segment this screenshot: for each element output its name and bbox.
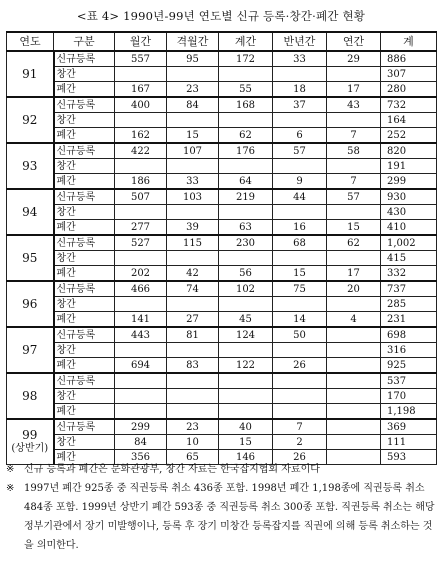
value-cell [273,389,327,404]
value-cell: 202 [115,266,167,282]
table-row [7,312,437,328]
total-cell: 231 [381,312,437,328]
total-cell: 1,002 [381,235,437,251]
year-label: 93 [22,159,38,173]
value-cell: 15 [327,220,381,236]
value-cell: 103 [167,189,219,205]
value-cell: 15 [167,128,219,144]
value-cell: 37 [273,97,327,113]
value-cell: 44 [273,189,327,205]
value-cell [219,205,273,220]
total-cell: 537 [381,373,437,389]
value-cell: 162 [115,128,167,144]
footnote-text: 신규 등록과 폐간은 문화관광부, 창간 자료는 한국잡지협회 자료이다 [24,464,320,475]
value-cell: 356 [115,450,167,465]
table-row [7,51,437,67]
value-cell [327,435,381,450]
value-cell: 4 [327,312,381,328]
header-semiannual: 반년간 [273,32,327,51]
value-cell [167,113,219,128]
value-cell: 16 [273,220,327,236]
value-cell [273,251,327,266]
total-cell: 430 [381,205,437,220]
value-cell: 466 [115,281,167,297]
value-cell [273,159,327,174]
year-cell [7,189,54,235]
footnote-mark: ※ [6,483,15,494]
year-sublabel: (상반기) [11,443,49,454]
header-bimonthly: 격월간 [167,32,219,51]
value-cell [115,343,167,358]
value-cell [115,67,167,82]
category-cell: 폐간 [54,82,115,98]
value-cell: 84 [167,97,219,113]
table-row [7,358,437,374]
value-cell: 15 [273,266,327,282]
value-cell [167,67,219,82]
category-cell: 신규등록 [54,51,115,67]
total-cell: 369 [381,419,437,435]
value-cell: 102 [219,281,273,297]
value-cell: 95 [167,51,219,67]
value-cell [219,251,273,266]
total-cell: 316 [381,343,437,358]
value-cell: 43 [327,97,381,113]
category-cell: 폐간 [54,404,115,420]
value-cell: 33 [273,51,327,67]
total-cell: 299 [381,174,437,190]
value-cell: 23 [167,419,219,435]
table-row [7,143,437,159]
category-cell: 폐간 [54,174,115,190]
header-annual: 연간 [327,32,381,51]
table-row [7,205,437,220]
value-cell [219,343,273,358]
category-cell: 창간 [54,435,115,450]
header-total: 계 [381,32,437,51]
value-cell [327,251,381,266]
value-cell [219,67,273,82]
year-label: 98 [22,389,38,403]
value-cell: 400 [115,97,167,113]
value-cell [327,358,381,374]
value-cell [327,205,381,220]
category-cell: 신규등록 [54,419,115,435]
value-cell [219,404,273,420]
value-cell: 9 [273,174,327,190]
value-cell: 56 [219,266,273,282]
total-cell: 925 [381,358,437,374]
year-label: 96 [22,297,38,311]
table-title: <표 4> 1990년-99년 연도별 신규 등록·창간·폐간 현황 [76,9,366,23]
value-cell: 57 [273,143,327,159]
total-cell: 820 [381,143,437,159]
table-row [7,435,437,450]
value-cell: 168 [219,97,273,113]
value-cell [219,389,273,404]
category-cell: 신규등록 [54,235,115,251]
value-cell: 230 [219,235,273,251]
value-cell: 39 [167,220,219,236]
total-cell: 886 [381,51,437,67]
value-cell: 10 [167,435,219,450]
value-cell: 124 [219,327,273,343]
value-cell [327,67,381,82]
table-row [7,343,437,358]
value-cell: 6 [273,128,327,144]
value-cell: 74 [167,281,219,297]
header-quarterly: 계간 [219,32,273,51]
category-cell: 신규등록 [54,281,115,297]
header-row [7,32,437,51]
value-cell: 176 [219,143,273,159]
value-cell: 50 [273,327,327,343]
total-cell: 732 [381,97,437,113]
value-cell: 146 [219,450,273,465]
value-cell: 62 [219,128,273,144]
total-cell: 1,198 [381,404,437,420]
category-cell: 창간 [54,67,115,82]
value-cell [115,297,167,312]
value-cell [115,251,167,266]
value-cell: 172 [219,51,273,67]
value-cell: 7 [327,174,381,190]
table-row [7,373,437,389]
year-cell [7,51,54,97]
value-cell: 81 [167,327,219,343]
value-cell [167,389,219,404]
value-cell [167,251,219,266]
category-cell: 폐간 [54,312,115,328]
year-label: 92 [22,113,38,127]
table-row [7,281,437,297]
value-cell [327,389,381,404]
value-cell [327,327,381,343]
total-cell: 410 [381,220,437,236]
value-cell: 55 [219,82,273,98]
table-row [7,419,437,435]
value-cell [273,205,327,220]
table-row [7,297,437,312]
table-row [7,389,437,404]
value-cell: 84 [115,435,167,450]
table-row [7,159,437,174]
footnote [6,479,436,555]
value-cell: 20 [327,281,381,297]
total-cell: 307 [381,67,437,82]
value-cell: 14 [273,312,327,328]
value-cell [327,297,381,312]
category-cell: 창간 [54,251,115,266]
value-cell: 64 [219,174,273,190]
table-row [7,97,437,113]
category-cell: 신규등록 [54,97,115,113]
value-cell [327,159,381,174]
year-cell [7,143,54,189]
category-cell: 창간 [54,159,115,174]
value-cell: 219 [219,189,273,205]
value-cell: 141 [115,312,167,328]
value-cell: 17 [327,82,381,98]
header-year: 연도 [7,32,54,51]
value-cell: 29 [327,51,381,67]
total-cell: 332 [381,266,437,282]
statistics-table [6,31,437,465]
value-cell [327,343,381,358]
value-cell [115,159,167,174]
value-cell: 122 [219,358,273,374]
category-cell: 폐간 [54,266,115,282]
value-cell: 443 [115,327,167,343]
value-cell [327,373,381,389]
value-cell [167,373,219,389]
value-cell [167,404,219,420]
header-monthly: 월간 [115,32,167,51]
value-cell: 507 [115,189,167,205]
total-cell: 593 [381,450,437,465]
footnote-mark: ※ [6,464,15,475]
table-row [7,327,437,343]
value-cell [219,373,273,389]
value-cell: 107 [167,143,219,159]
category-cell: 신규등록 [54,327,115,343]
value-cell [115,404,167,420]
category-cell: 창간 [54,205,115,220]
value-cell: 63 [219,220,273,236]
value-cell: 27 [167,312,219,328]
category-cell: 신규등록 [54,373,115,389]
value-cell: 694 [115,358,167,374]
table-row [7,220,437,236]
category-cell: 창간 [54,113,115,128]
total-cell: 252 [381,128,437,144]
value-cell: 527 [115,235,167,251]
value-cell [167,343,219,358]
value-cell: 45 [219,312,273,328]
value-cell: 557 [115,51,167,67]
value-cell [273,404,327,420]
value-cell: 26 [273,358,327,374]
table-row [7,235,437,251]
value-cell: 299 [115,419,167,435]
value-cell: 83 [167,358,219,374]
value-cell: 65 [167,450,219,465]
value-cell: 26 [273,450,327,465]
value-cell: 186 [115,174,167,190]
total-cell: 737 [381,281,437,297]
value-cell: 62 [327,235,381,251]
value-cell [219,113,273,128]
value-cell [273,373,327,389]
value-cell: 57 [327,189,381,205]
total-cell: 285 [381,297,437,312]
category-cell: 신규등록 [54,189,115,205]
table-row [7,404,437,420]
value-cell [327,404,381,420]
value-cell: 23 [167,82,219,98]
value-cell [327,113,381,128]
value-cell: 17 [327,266,381,282]
category-cell: 신규등록 [54,143,115,159]
value-cell [273,297,327,312]
value-cell [219,159,273,174]
year-label: 99 [22,428,38,442]
table-row [7,189,437,205]
table-row [7,128,437,144]
category-cell: 폐간 [54,450,115,465]
value-cell: 277 [115,220,167,236]
table-row [7,266,437,282]
table-row [7,174,437,190]
value-cell [115,373,167,389]
value-cell: 167 [115,82,167,98]
category-cell: 폐간 [54,358,115,374]
value-cell: 15 [219,435,273,450]
table-row [7,113,437,128]
total-cell: 170 [381,389,437,404]
value-cell [327,419,381,435]
value-cell [167,205,219,220]
category-cell: 폐간 [54,128,115,144]
category-cell: 창간 [54,297,115,312]
total-cell: 415 [381,251,437,266]
value-cell [115,389,167,404]
table-row [7,251,437,266]
value-cell: 7 [273,419,327,435]
value-cell: 7 [327,128,381,144]
year-label: 91 [22,67,38,81]
total-cell: 111 [381,435,437,450]
header-category: 구분 [54,32,115,51]
value-cell [167,297,219,312]
category-cell: 창간 [54,343,115,358]
year-cell [7,327,54,373]
value-cell [167,159,219,174]
footnote [6,460,436,479]
total-cell: 698 [381,327,437,343]
year-cell [7,419,54,465]
year-cell [7,235,54,281]
table-row [7,67,437,82]
footnote-text: 1997년 폐간 925종 중 직권등록 취소 436종 포함. 1998년 폐간 1,198종에 직권등록 취소 484종 포함. 1999년 상반기 폐간 593종 중 직권등록 취소 300종 포함. 직권등록 취소는 해당 정부기관에서 장기 미발행이나, 등록 후 장기 미창간 등록잡지를 직권에 의해 등록 취소하는 것을 의미한다. [24,483,435,551]
value-cell: 115 [167,235,219,251]
category-cell: 창간 [54,389,115,404]
value-cell [219,297,273,312]
value-cell: 68 [273,235,327,251]
value-cell: 58 [327,143,381,159]
category-cell: 폐간 [54,220,115,236]
value-cell: 40 [219,419,273,435]
total-cell: 280 [381,82,437,98]
year-cell [7,373,54,419]
table-body [7,51,437,465]
year-cell [7,97,54,143]
year-label: 95 [22,251,38,265]
total-cell: 930 [381,189,437,205]
value-cell: 2 [273,435,327,450]
value-cell [115,113,167,128]
year-cell [7,281,54,327]
value-cell [273,113,327,128]
value-cell [273,67,327,82]
value-cell: 75 [273,281,327,297]
value-cell: 422 [115,143,167,159]
value-cell [115,205,167,220]
total-cell: 164 [381,113,437,128]
value-cell: 42 [167,266,219,282]
year-label: 94 [22,205,38,219]
footnotes [6,460,436,555]
value-cell: 18 [273,82,327,98]
table-row [7,82,437,98]
total-cell: 191 [381,159,437,174]
year-label: 97 [22,343,38,357]
value-cell [273,343,327,358]
value-cell: 33 [167,174,219,190]
